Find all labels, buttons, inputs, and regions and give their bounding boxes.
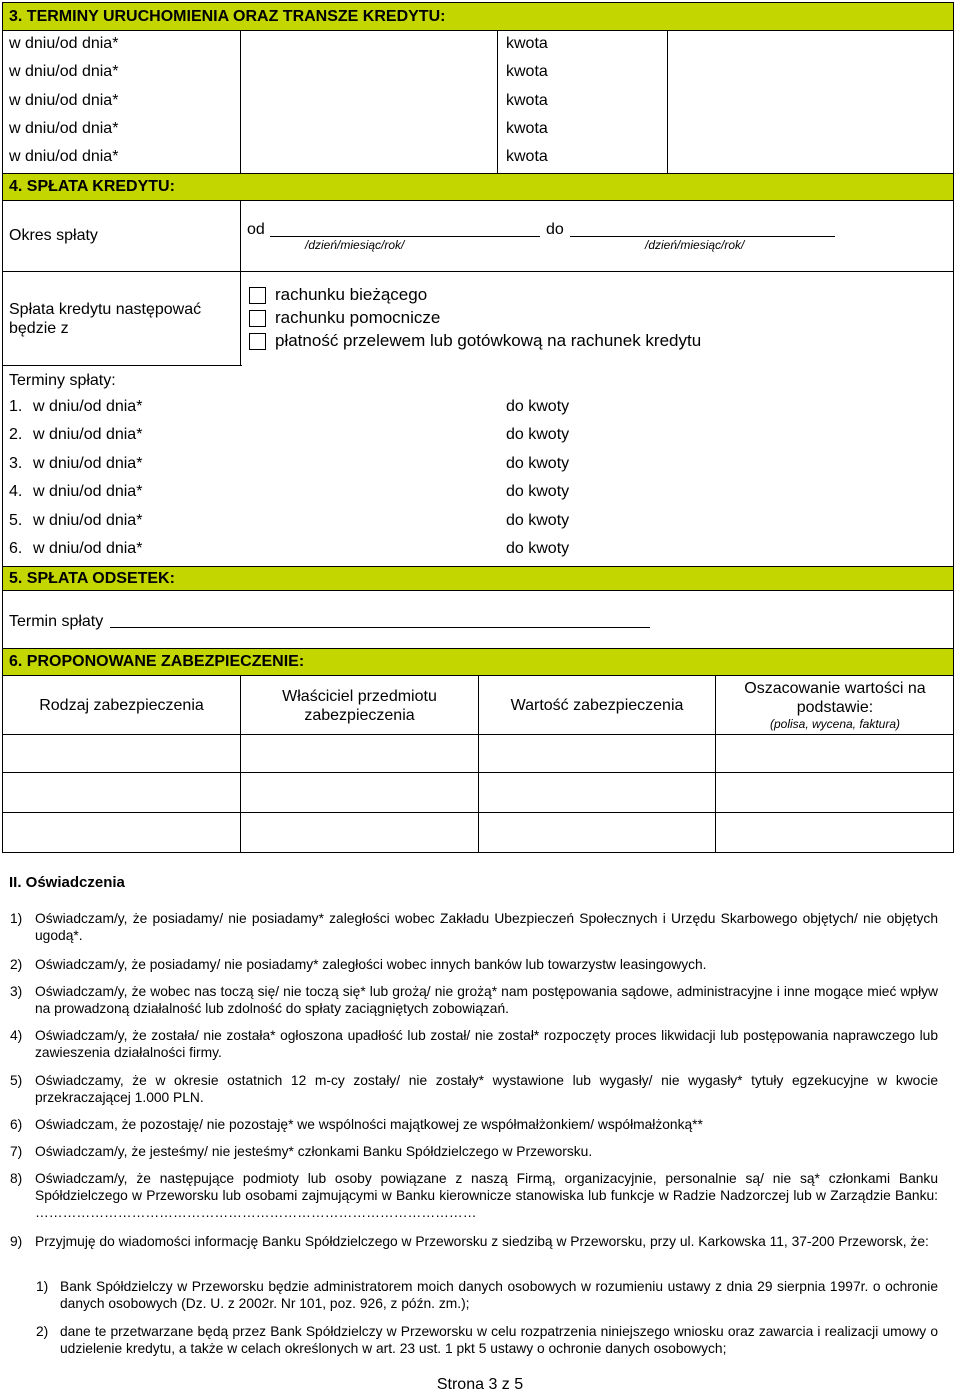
section4-title: 4. SPŁATA KREDYTU: [9,178,175,195]
statement-item [10,1027,938,1061]
option-label: płatność przelewem lub gotówkową na rachunek kredytu [275,331,702,350]
to-label: do [546,221,564,238]
statement-number: 8) [10,1171,23,1186]
term-amount-label: do kwoty [506,454,570,472]
term-amount-label: do kwoty [506,426,570,444]
statement-text: Oświadczam/y, że następujące podmioty lub osoby powiązane z naszą Firmą, organizacyjnie, personalnie są/ nie są* członkami Banku Spółdzielczego w Przeworsku lub osobami zajmującymi w Banku kierownicze stanowiska lub funkcje w Radzie Nadzorczej lub w Zarządzie Banku: …………………………………………………………………………………… [35,1171,938,1220]
statement-text: Oświadczam/y, że została/ nie została* ogłoszona upadłość lub został/ nie został* rozpoczęty proces likwidacji lub postępowania naprawczego lub zawieszenia działalności firmy. [35,1028,938,1060]
statement-number: 2) [10,957,23,972]
section6-title: 6. PROPONOWANE ZABEZPIECZENIE: [9,653,305,670]
checkbox-icon[interactable] [249,287,266,304]
subitem-number: 1) [36,1279,49,1294]
repayment-from-label: Spłata kredytu następować będzie z [9,301,202,337]
statement-item [10,1233,938,1250]
from-label: od [247,221,265,238]
tranche-date-label: w dniu/od dnia* [9,92,119,109]
tranche-date-label: w dniu/od dnia* [9,148,119,165]
term-number: 5. [9,511,23,529]
option-current-account[interactable] [249,285,427,305]
header-collateral-type: Rodzaj zabezpieczenia [39,697,204,714]
statement-number: 5) [10,1073,23,1088]
from-date-line[interactable] [270,236,540,237]
subitem-text: Bank Spółdzielczy w Przeworsku będzie administratorem moich danych osobowych w rozumieniu ustawy z dnia 29 sierpnia 1997r. o ochronie danych osobowych (Dz. U. z 2002r. Nr 101, poz. 926, z późn. zm.); [60,1279,938,1311]
statements-title: II. Oświadczenia [9,874,125,891]
header-collateral-owner: Właściciel przedmiotu zabezpieczenia [282,687,437,724]
term-amount-label: do kwoty [506,511,570,529]
term-number: 6. [9,540,23,557]
statement-item [10,956,938,973]
tranche-amount-label: kwota [506,148,548,165]
to-date-hint: /dzień/miesiąc/rok/ [645,238,745,252]
statement-number: 3) [10,984,23,999]
statement-item [10,1170,938,1221]
from-date-hint: /dzień/miesiąc/rok/ [305,238,405,252]
term-amount-label: do kwoty [506,398,570,415]
statement-subitem [36,1278,938,1312]
statement-number: 6) [10,1117,23,1132]
subitem-text: dane te przetwarzane będą przez Bank Spółdzielczy w Przeworsku w celu rozpatrzenia niniejszego wniosku oraz zawarcia i realizacji umowy o udzielenie kredytu, a także w celach określonych w art. 23 ust. 1 pkt 5 ustawy o ochronie danych osobowych; [60,1324,938,1356]
due-label: Termin spłaty [9,613,104,630]
to-date-line[interactable] [570,236,835,237]
option-label: rachunku bieżącego [275,285,428,304]
statement-text: Oświadczam/y, że wobec nas toczą się/ nie toczą się* lub grożą/ nie grożą* nam postępowania sądowe, administracyjne i inne mogące mieć wpływ na prowadzoną działalność lub zdolność do spłaty zaciągniętych zobowiązań. [35,984,938,1016]
tranche-amount-label: kwota [506,35,548,52]
term-number: 4. [9,483,23,501]
term-date-label: w dniu/od dnia* [33,511,143,529]
tranche-amount-label: kwota [506,92,548,109]
term-date-label: w dniu/od dnia* [33,540,143,557]
term-number: 2. [9,426,23,444]
term-date-label: w dniu/od dnia* [33,398,143,415]
statement-item [10,1072,938,1106]
statement-item [10,983,938,1017]
statement-subitem [36,1323,938,1357]
option-transfer-or-cash[interactable] [249,331,701,351]
section3-header [2,2,954,31]
period-label: Okres spłaty [9,227,98,244]
section6-header [2,648,954,676]
term-number: 1. [9,398,23,415]
tranche-date-label: w dniu/od dnia* [9,35,119,52]
statement-text: Przyjmuję do wiadomości informację Banku Spółdzielczego w Przeworsku z siedzibą w Przeworsku, przy ul. Karkowska 11, 37-200 Przeworsk, że: [35,1234,929,1249]
tranche-date-label: w dniu/od dnia* [9,120,119,137]
statement-text: Oświadczam/y, że jesteśmy/ nie jesteśmy* członkami Banku Spółdzielczego w Przeworsku. [35,1144,593,1159]
tranche-amount-label: kwota [506,120,548,137]
statement-number: 4) [10,1028,23,1043]
term-date-label: w dniu/od dnia* [33,454,143,472]
header-collateral-value: Wartość zabezpieczenia [510,697,684,714]
tranche-date-label: w dniu/od dnia* [9,63,119,80]
statement-number: 7) [10,1144,23,1159]
section3-table [2,31,954,173]
section4-header [2,173,954,201]
statement-item [10,910,938,944]
term-amount-label: do kwoty [506,483,570,501]
page-number: Strona 3 z 5 [436,1376,524,1393]
section4-body [2,201,954,566]
statement-number: 9) [10,1234,23,1249]
statement-number: 1) [10,911,23,926]
section5-body [2,591,954,648]
option-auxiliary-account[interactable] [249,308,440,328]
term-number: 3. [9,454,23,472]
valuation-basis-label: Oszacowanie wartości na podstawie: [744,680,926,716]
section5-header [2,566,954,591]
statement-text: Oświadczam, że pozostaję/ nie pozostaję* we wspólności majątkowej ze współmałżonkiem/ współmałżonką** [35,1117,703,1132]
term-date-label: w dniu/od dnia* [33,426,143,444]
header-valuation-basis [716,677,954,734]
statement-text: Oświadczam/y, że posiadamy/ nie posiadamy* zaległości wobec Zakładu Ubezpieczeń Społecznych i Urzędu Skarbowego objętych/ nie objętych ugodą*. [35,911,938,943]
section3-title: 3. TERMINY URUCHOMIENIA ORAZ TRANSZE KREDYTU: [9,7,446,25]
valuation-basis-note: (polisa, wycena, faktura) [769,717,901,731]
subitem-number: 2) [36,1324,49,1339]
statement-item [10,1143,938,1160]
due-date-line[interactable] [110,627,650,628]
statement-text: Oświadczam/y, że posiadamy/ nie posiadamy* zaległości wobec innych banków lub towarzystw leasingowych. [35,957,707,972]
checkbox-icon[interactable] [249,310,266,327]
section5-title: 5. SPŁATA ODSETEK: [9,569,175,587]
statement-text: Oświadczamy, że w okresie ostatnich 12 m-cy zostały/ nie zostały* wystawione lub wygasły/ nie wygasły* tytuły egzekucyjne w kwocie przekraczającej 1.000 PLN. [35,1073,938,1105]
checkbox-icon[interactable] [249,333,266,350]
term-date-label: w dniu/od dnia* [33,483,143,501]
option-label: rachunku pomocnicze [275,308,441,327]
term-amount-label: do kwoty [506,540,570,557]
statement-item [10,1116,938,1133]
terms-label: Terminy spłaty: [9,372,116,389]
tranche-amount-label: kwota [506,63,548,80]
